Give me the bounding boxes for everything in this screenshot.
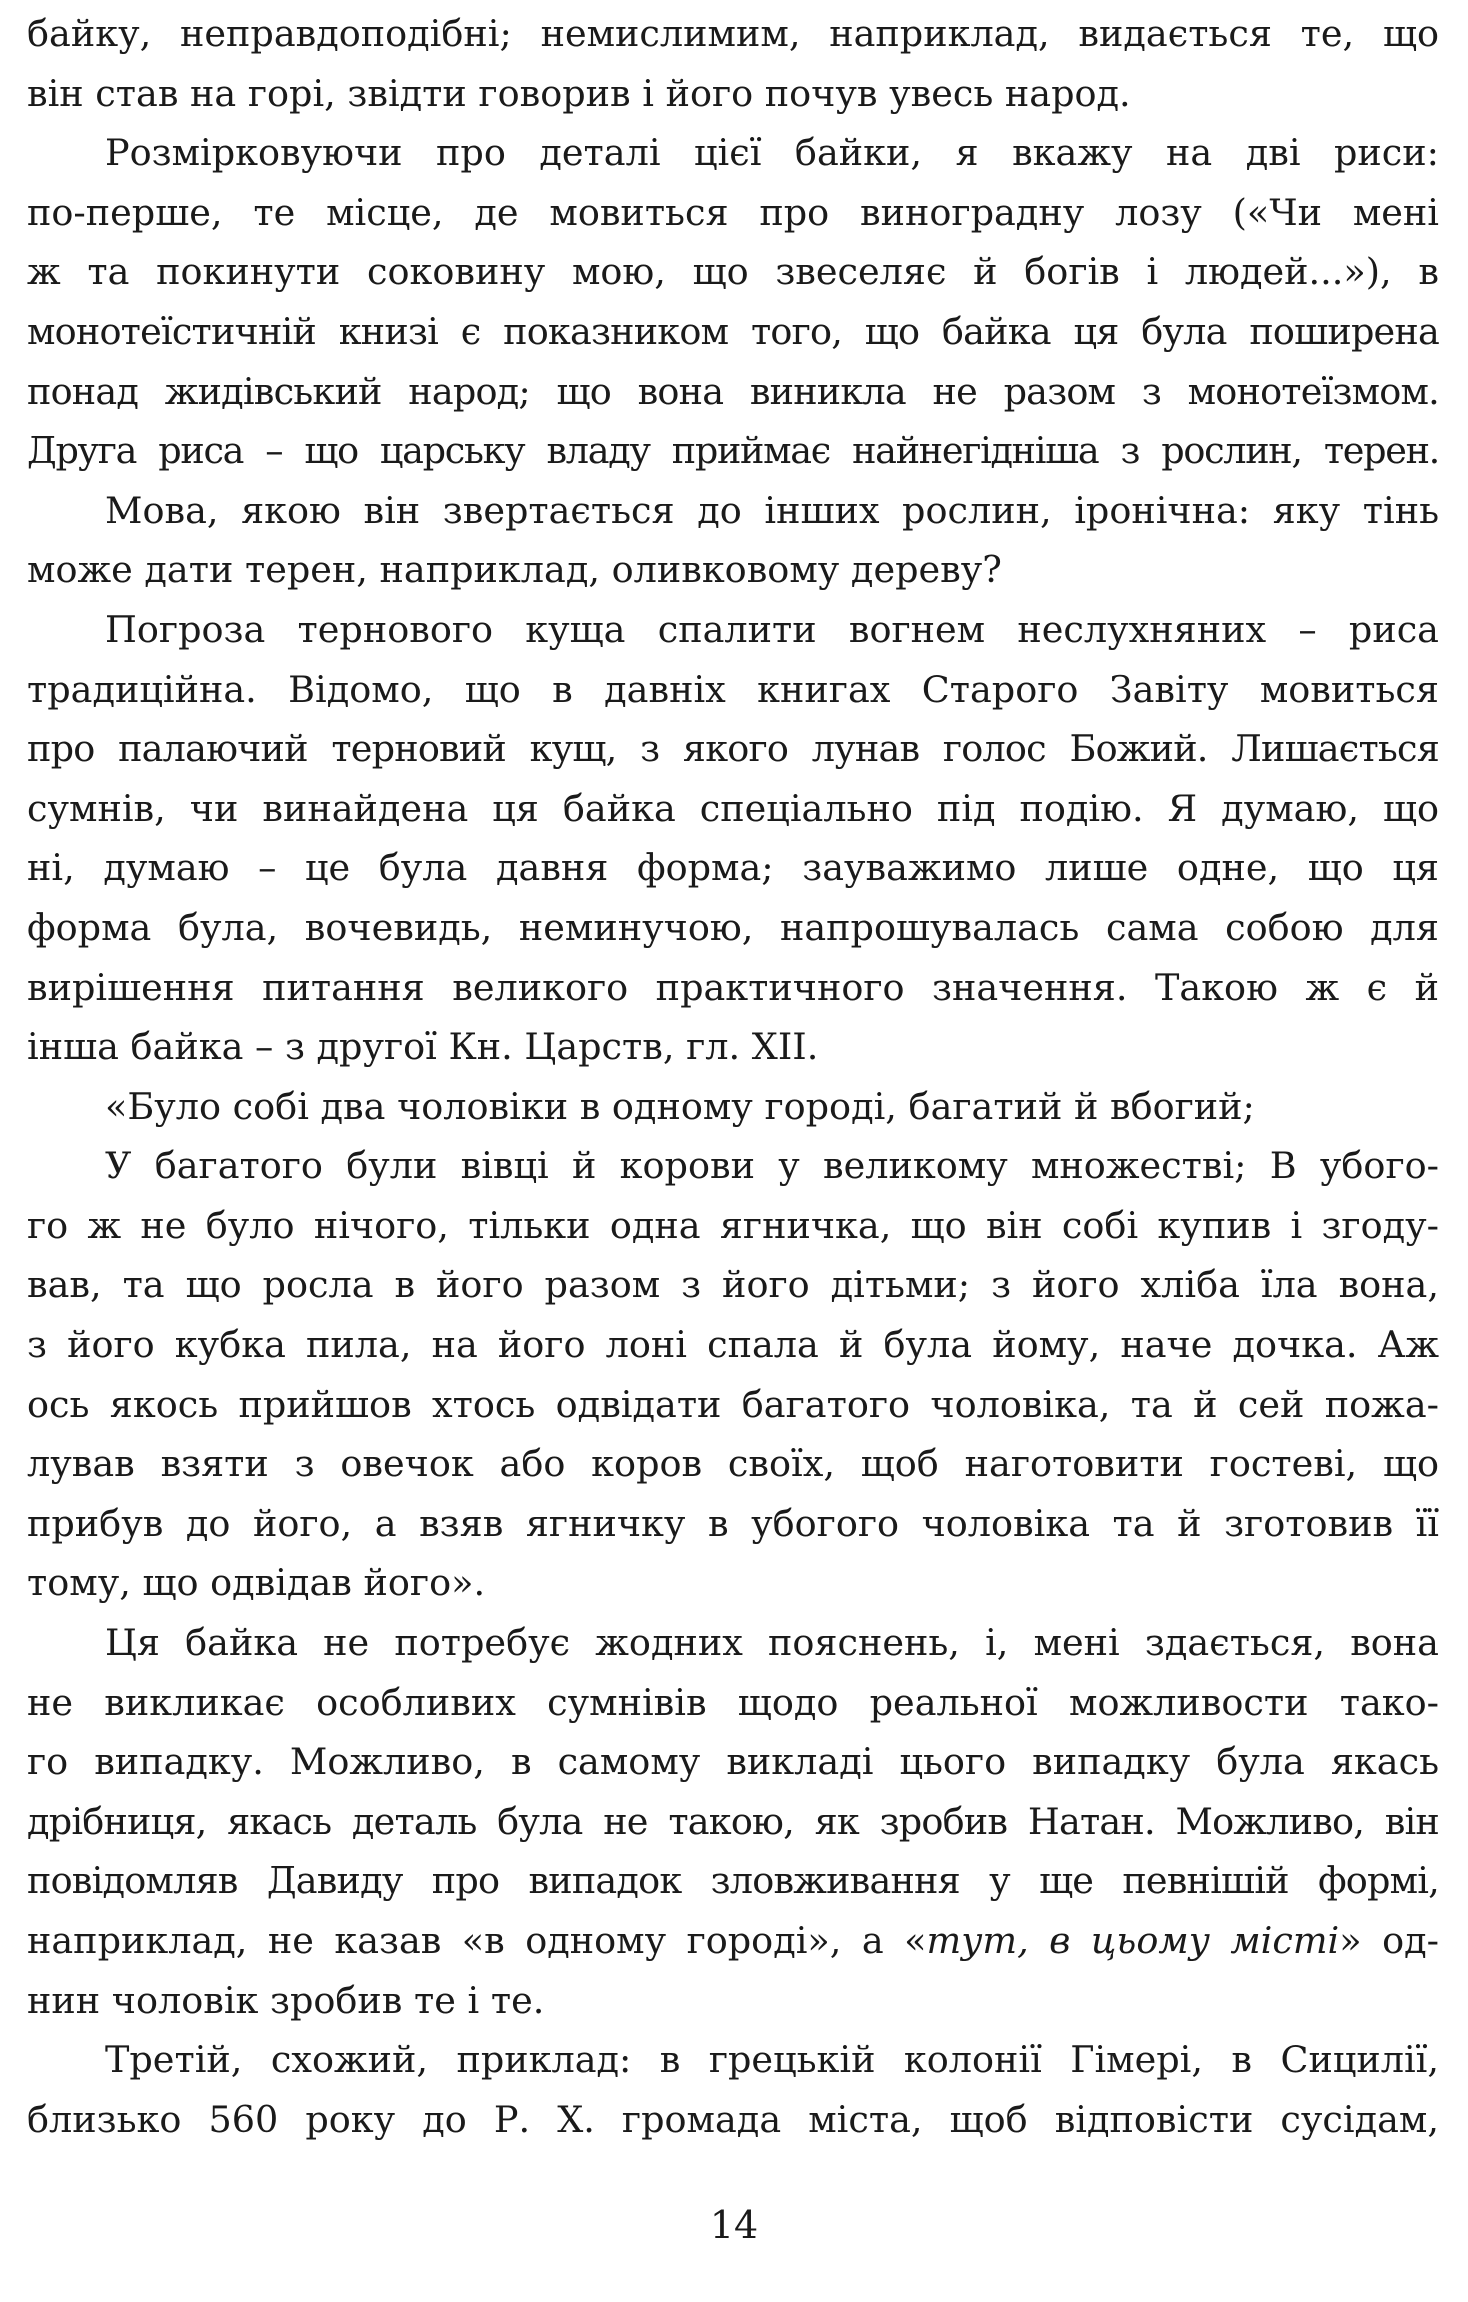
text-line xyxy=(27,1911,1439,1971)
text-line: У багатого були вівці й корови у великому множестві; В убого- xyxy=(105,1144,1439,1188)
text-line: традиційна. Відомо, що в давніх книгах Старого Завіту мовиться xyxy=(27,667,1439,711)
text-line: сумнів, чи винайдена ця байка спеціально під подію. Я думаю, що xyxy=(27,786,1439,830)
text-line: Погроза тернового куща спалити вогнем неслухняних – риса xyxy=(105,607,1439,651)
page-number: 14 xyxy=(709,2203,759,2247)
text-line: ось якось прийшов хтось одвідати багатого чоловіка, та й сей пожа- xyxy=(27,1382,1439,1426)
text-segment: наприклад, не казав «в одному городі», а « xyxy=(27,1919,927,1962)
text-line: Розмірковуючи про деталі цієї байки, я вкажу на дві риси: xyxy=(105,131,1439,175)
text-line: повідомляв Давиду про випадок зловживання у ще певнішій формі, xyxy=(27,1859,1439,1903)
text-line: «Було собі два чоловіки в одному городі, багатий й вбогий; xyxy=(105,1084,1255,1128)
text-line: форма була, вочевидь, неминучою, напрошувалась сама собою для xyxy=(27,905,1439,949)
text-line: не викликає особливих сумнівів щодо реальної можливости тако- xyxy=(27,1680,1439,1724)
text-line: дрібниця, якась деталь була не такою, як зробив Натан. Можливо, він xyxy=(27,1799,1439,1843)
text-line: ні, думаю – це була давня форма; зауважимо лише одне, що ця xyxy=(27,846,1439,890)
text-line: інша байка – з другої Кн. Царств, гл. XII. xyxy=(27,1025,819,1069)
text-line: байку, неправдоподібні; немислимим, наприклад, видається те, що xyxy=(27,12,1439,55)
text-line: може дати терен, наприклад, оливковому дереву? xyxy=(27,548,1002,592)
text-line: він став на горі, звідти говорив і його почув увесь народ. xyxy=(27,71,1131,115)
text-line: го ж не було нічого, тільки одна ягничка, що він собі купив і згоду- xyxy=(27,1203,1439,1247)
text-line: вав, та що росла в його разом з його дітьми; з його хліба їла вона, xyxy=(27,1263,1439,1307)
text-line: прибув до його, а взяв ягничку в убогого чоловіка та й зготовив її xyxy=(27,1501,1439,1545)
text-line: про палаючий терновий кущ, з якого лунав голос Божий. Лишається xyxy=(27,727,1439,771)
text-line: близько 560 року до Р. Х. громада міста, щоб відповісти сусідам, xyxy=(27,2097,1439,2141)
text-line: нин чоловік зробив те і те. xyxy=(27,1978,545,2022)
italic-phrase: тут, в цьому місті xyxy=(926,1919,1340,1962)
text-line: Ця байка не потребує жодних пояснень, і, мені здається, вона xyxy=(105,1621,1439,1665)
text-line: Мова, якою він звертається до інших рослин, іронічна: яку тінь xyxy=(105,488,1439,532)
text-line: лував взяти з овечок або коров своїх, щоб наготовити гостеві, що xyxy=(27,1442,1439,1486)
text-line: вирішення питання великого практичного значення. Такою ж є й xyxy=(27,965,1439,1009)
text-line: Друга риса – що царську владу приймає найнегідніша з рослин, терен. xyxy=(27,429,1439,473)
text-line: Третій, схожий, приклад: в грецькій колонії Гімері, в Сицилії, xyxy=(105,2038,1439,2082)
text-line: ж та покинути соковину мою, що звеселяє й богів і людей...»), в xyxy=(27,250,1439,294)
text-line: понад жидівський народ; що вона виникла не разом з монотеїзмом. xyxy=(27,369,1439,413)
text-line: тому, що одвідав його». xyxy=(27,1561,486,1605)
text-line: по-перше, те місце, де мовиться про виноградну лозу («Чи мені xyxy=(27,190,1439,234)
text-line: з його кубка пила, на його лоні спала й була йому, наче дочка. Аж xyxy=(27,1323,1439,1367)
text-segment: » од- xyxy=(1339,1919,1439,1962)
text-line: монотеїстичній книзі є показником того, що байка ця була поширена xyxy=(27,309,1439,353)
page-body xyxy=(27,4,1439,2149)
text-line: го випадку. Можливо, в самому викладі цього випадку була якась xyxy=(27,1740,1439,1784)
